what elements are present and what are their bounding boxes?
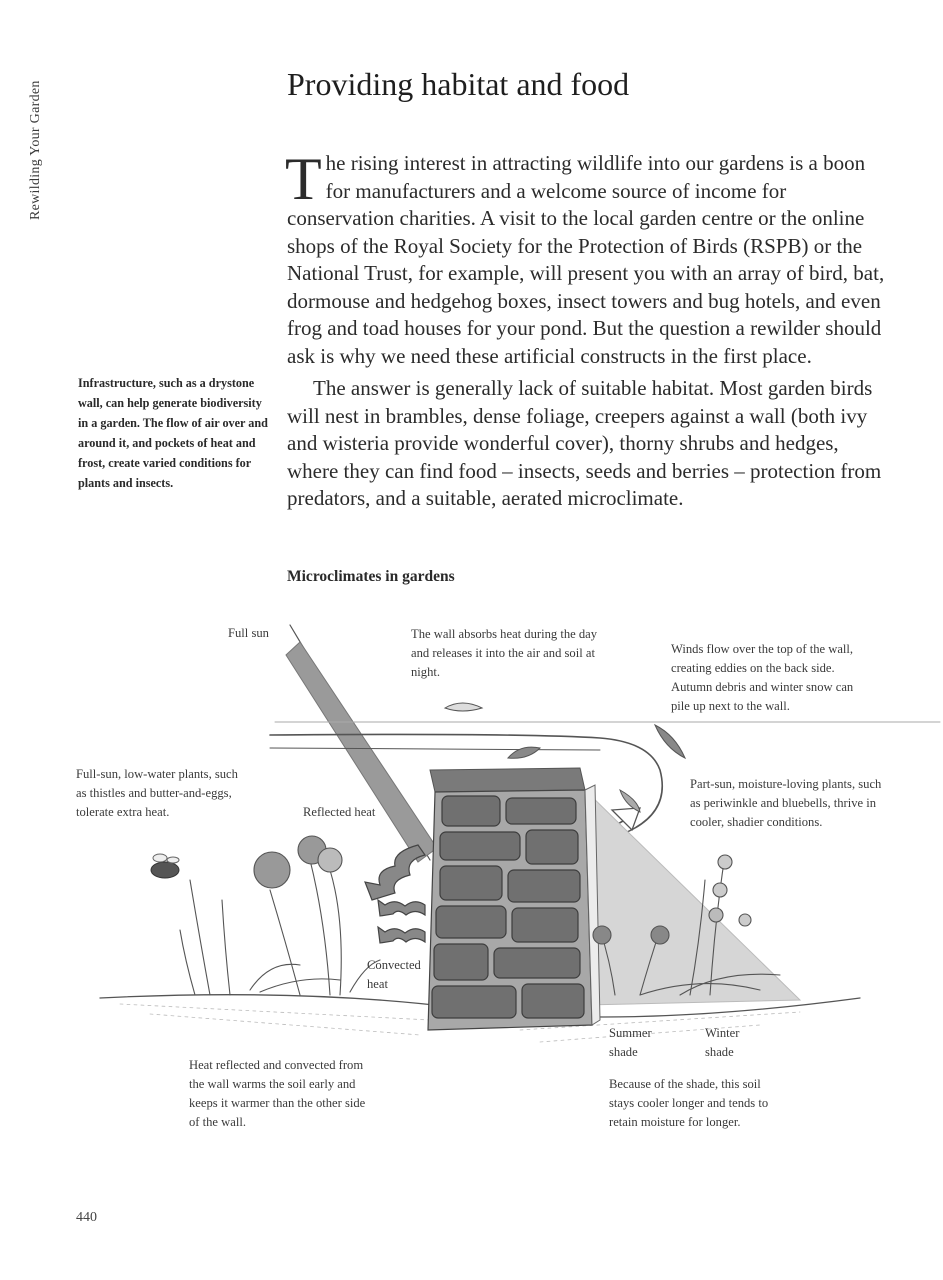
wall-stone: [434, 944, 488, 980]
plant-leaves: [250, 960, 380, 992]
bluebell-flower-icon: [709, 908, 723, 922]
wall-stone: [440, 832, 520, 860]
leaf-icon: [445, 703, 482, 711]
label-winter-shade: Winter shade: [705, 1026, 740, 1059]
convected-heat-arrow: [378, 927, 425, 943]
running-head: [28, 70, 48, 250]
bee-icon: [151, 854, 179, 878]
wall-stone: [526, 830, 578, 864]
periwinkle-flower-icon: [593, 926, 611, 944]
wall-stone: [440, 866, 502, 900]
bluebell-flower-icon: [713, 883, 727, 897]
thistle-flower-icon: [318, 848, 342, 872]
leaf-icon: [508, 747, 540, 758]
wall-stone: [442, 796, 500, 826]
diagram-title: Microclimates in gardens: [287, 568, 455, 585]
label-heat-reflected: Heat reflected and convected from the wall warms the soil early and keeps it warmer than the other side of the wall.: [189, 1058, 366, 1129]
label-convected-heat: Convected heat: [367, 958, 421, 991]
label-reflected-heat: Reflected heat: [303, 805, 376, 819]
label-part-sun-plants: Part-sun, moisture-loving plants, such as periwinkle and bluebells, thrive in cooler, shadier conditions.: [690, 777, 882, 829]
label-full-sun: Full sun: [228, 626, 269, 640]
label-because-shade: Because of the shade, this soil stays cooler longer and tends to retain moisture for longer.: [609, 1077, 769, 1129]
wall-stone: [506, 798, 576, 824]
sidebar-caption: Infrastructure, such as a drystone wall, can help generate biodiversity in a garden. The flow of air over and around it, and pockets of heat and frost, create varied conditions for plants and insects.: [78, 376, 268, 490]
leaf-icon: [655, 725, 685, 758]
page-number: 440: [76, 1210, 97, 1225]
convected-heat-arrow: [378, 900, 425, 916]
label-wall-absorbs: The wall absorbs heat during the day and releases it into the air and soil at night.: [411, 627, 598, 679]
body-paragraph-1: [285, 146, 887, 370]
wall-stone: [522, 984, 584, 1018]
reflected-heat-arrow: [365, 845, 425, 900]
body-paragraph-2: The answer is generally lack of suitable habitat. Most garden birds will nest in brambles, dense foliage, creepers against a wall (both ivy and wisteria provide wonderful cover), thorny shrubs and hedges, where they can find food – insects, seeds and berries – protection from predators, and a suitable, aerated microclimate.: [287, 376, 882, 510]
wind-line: [270, 748, 600, 750]
wall-stone: [436, 906, 506, 938]
drop-cap: T: [285, 146, 322, 212]
thistle-flower-icon: [254, 852, 290, 888]
bluebell-flower-icon: [718, 855, 732, 869]
label-full-sun-plants: Full-sun, low-water plants, such as thistles and butter-and-eggs, tolerate extra heat.: [76, 767, 238, 819]
wall-stone: [432, 986, 516, 1018]
butter-and-eggs-stem: [180, 880, 230, 995]
wall-stone: [508, 870, 580, 902]
paragraph-1-text: he rising interest in attracting wildlife into our gardens is a boon for manufacturers and a welcome source of income for conservation charities. A visit to the local garden centre or the online shops of the Royal Society for the Protection of Birds (RSPB) or the National Trust, for example, will present you with an array of bird, bat, dormouse and hedgehog boxes, insect towers and bug hotels, and even frog and toad houses for your pond. But the question a rewilder should ask is why we need these artificial constructs in the first place.: [287, 151, 885, 368]
drystone-wall-top: [430, 768, 585, 792]
wall-stone: [512, 908, 578, 942]
page-title: Providing habitat and food: [287, 66, 630, 102]
wall-stone: [494, 948, 580, 978]
periwinkle-flower-icon: [651, 926, 669, 944]
label-winds: Winds flow over the top of the wall, creating eddies on the back side. Autumn debris and winter snow can pile up next to the wall.: [671, 642, 854, 713]
bluebell-flower-icon: [739, 914, 751, 926]
running-head-text: Rewilding Your Garden: [28, 80, 43, 220]
label-summer-shade: Summer shade: [609, 1026, 652, 1059]
